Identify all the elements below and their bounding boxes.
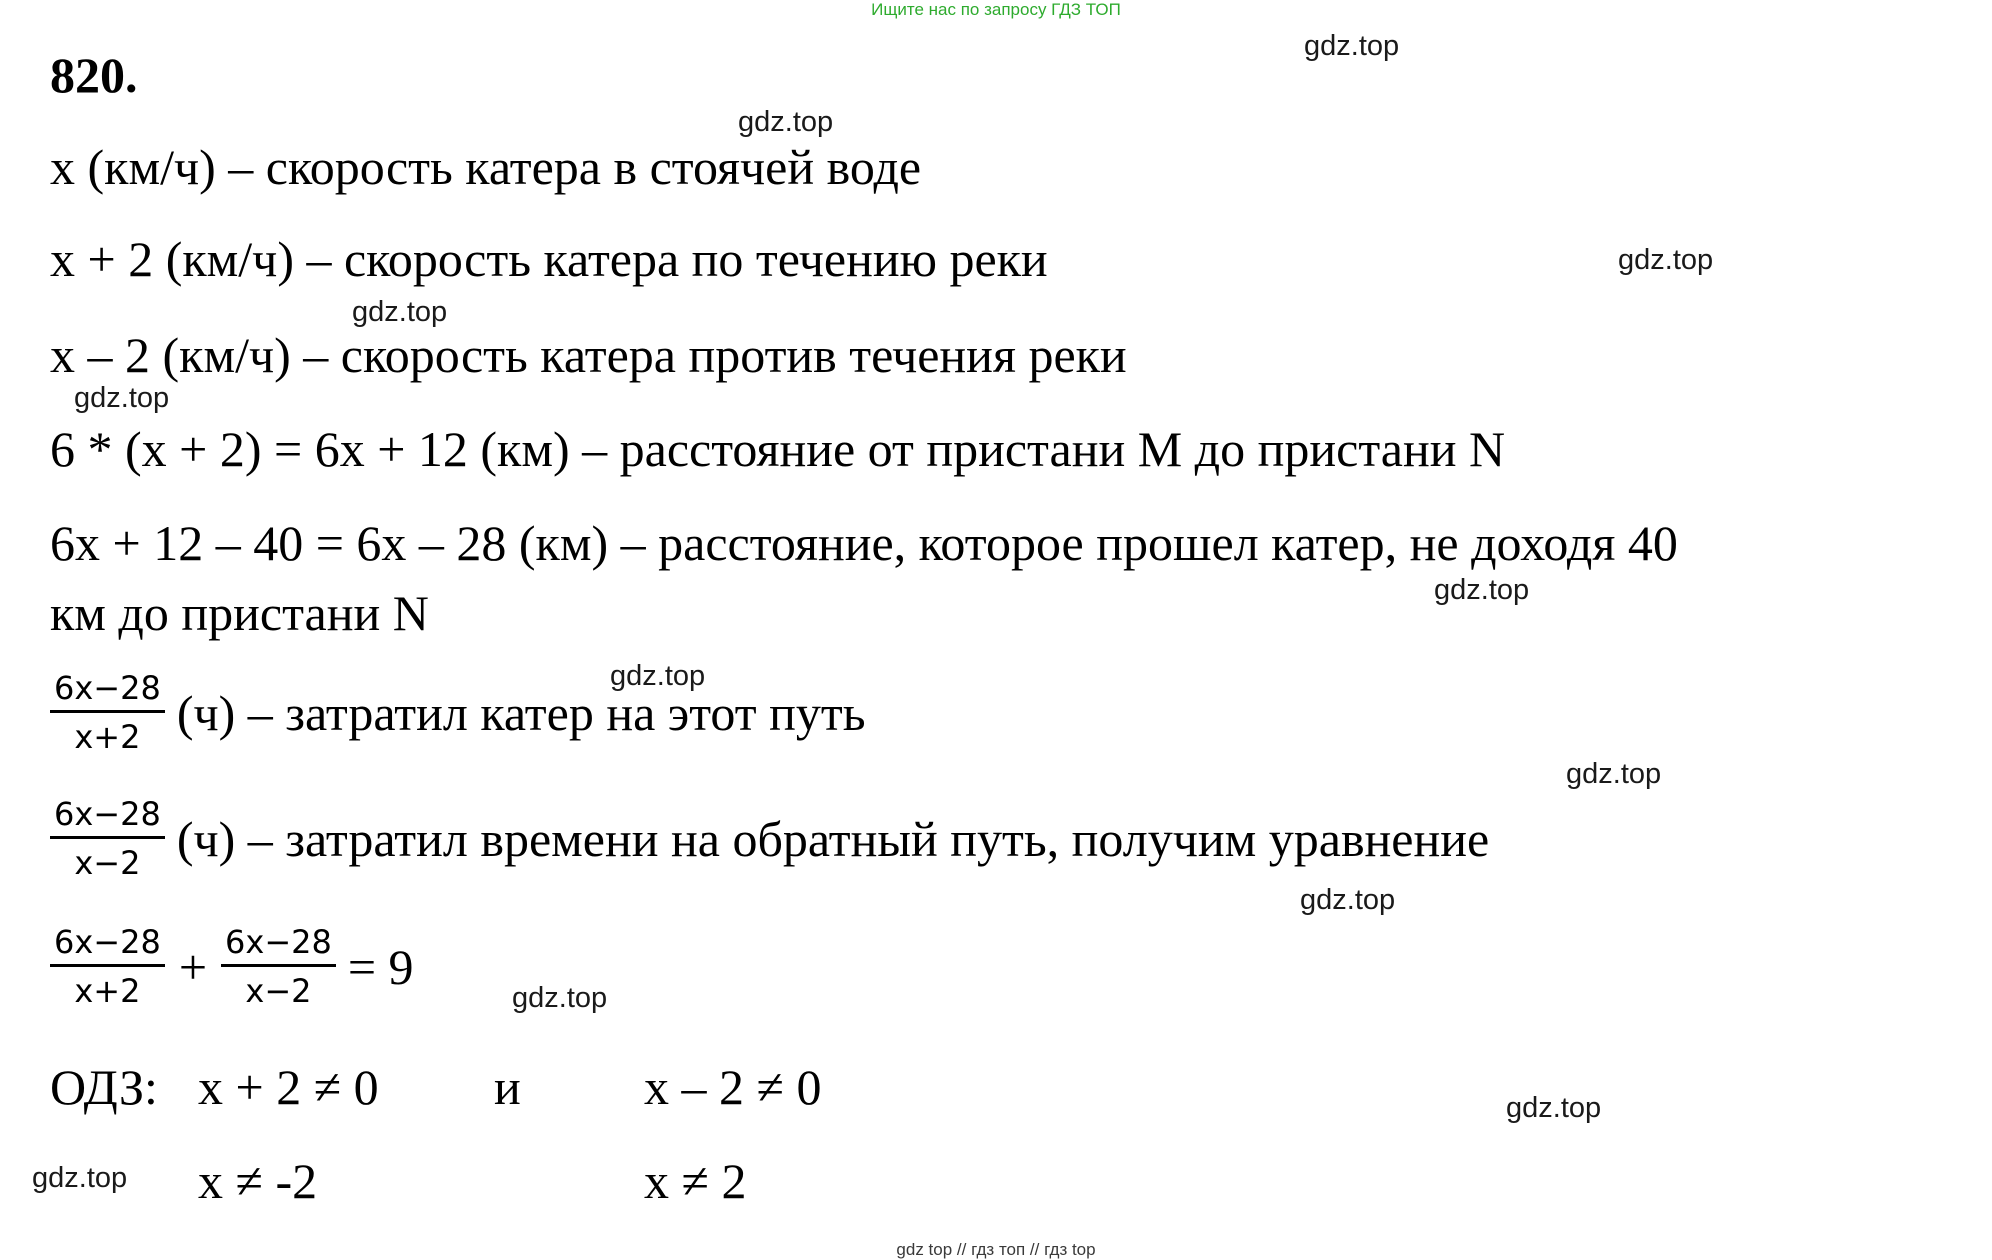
top-banner[interactable]: Ищите нас по запросу ГДЗ ТОП xyxy=(871,0,1121,19)
fraction-numerator: 6x−28 xyxy=(54,795,161,833)
equation-rhs: = 9 xyxy=(347,938,414,995)
odz-result: x ≠ 2 xyxy=(644,1153,747,1209)
fraction-numerator: 6x−28 xyxy=(54,923,161,961)
watermark: gdz.top xyxy=(1618,244,1714,276)
fraction xyxy=(221,923,336,1010)
watermark: gdz.top xyxy=(1300,884,1396,916)
fraction-denominator: x+2 xyxy=(74,718,141,756)
watermark: gdz.top xyxy=(32,1162,128,1194)
watermark: gdz.top xyxy=(1304,30,1400,62)
odz-label: ОДЗ: xyxy=(50,1059,158,1115)
watermark: gdz.top xyxy=(352,296,448,328)
fraction xyxy=(50,669,165,756)
plus-operator: + xyxy=(178,938,208,995)
solution-line: x (км/ч) – скорость катера в стоячей воде xyxy=(50,139,922,195)
watermark: gdz.top xyxy=(610,660,706,692)
odz-condition: x + 2 ≠ 0 xyxy=(198,1059,379,1115)
watermark: gdz.top xyxy=(512,982,608,1014)
watermark: gdz.top xyxy=(1566,758,1662,790)
fraction-line xyxy=(50,669,866,756)
fraction-line-text: (ч) – затратил времени на обратный путь, получим уравнение xyxy=(176,810,1490,867)
fraction-line xyxy=(50,795,1490,882)
watermark: gdz.top xyxy=(1434,574,1530,606)
fraction-line-text: (ч) – затратил катер на этот путь xyxy=(176,684,866,741)
odz-condition: x – 2 ≠ 0 xyxy=(644,1059,822,1115)
solution-line: км до пристани N xyxy=(50,585,429,641)
solution-line: 6 * (x + 2) = 6x + 12 (км) – расстояние от пристани M до пристани N xyxy=(50,421,1506,477)
watermark: gdz.top xyxy=(738,106,834,138)
fraction xyxy=(50,923,165,1010)
solution-line: x – 2 (км/ч) – скорость катера против течения реки xyxy=(50,327,1127,383)
watermark: gdz.top xyxy=(74,382,170,414)
solution-line: x + 2 (км/ч) – скорость катера по течению реки xyxy=(50,231,1048,287)
fraction xyxy=(50,795,165,882)
fraction-denominator: x+2 xyxy=(74,972,141,1010)
problem-number: 820. xyxy=(50,47,138,103)
fraction-denominator: x−2 xyxy=(74,844,141,882)
odz-result: x ≠ -2 xyxy=(198,1153,318,1209)
fraction-numerator: 6x−28 xyxy=(54,669,161,707)
watermark: gdz.top xyxy=(1506,1092,1602,1124)
bottom-banner[interactable]: gdz top // гдз топ // гдз top xyxy=(896,1240,1096,1259)
odz-conjunction: и xyxy=(494,1059,521,1115)
fraction-denominator: x−2 xyxy=(245,972,312,1010)
equation xyxy=(50,923,414,1010)
solution-line: 6x + 12 – 40 = 6x – 28 (км) – расстояние, которое прошел катер, не доходя 40 xyxy=(50,515,1678,571)
fraction-numerator: 6x−28 xyxy=(225,923,332,961)
